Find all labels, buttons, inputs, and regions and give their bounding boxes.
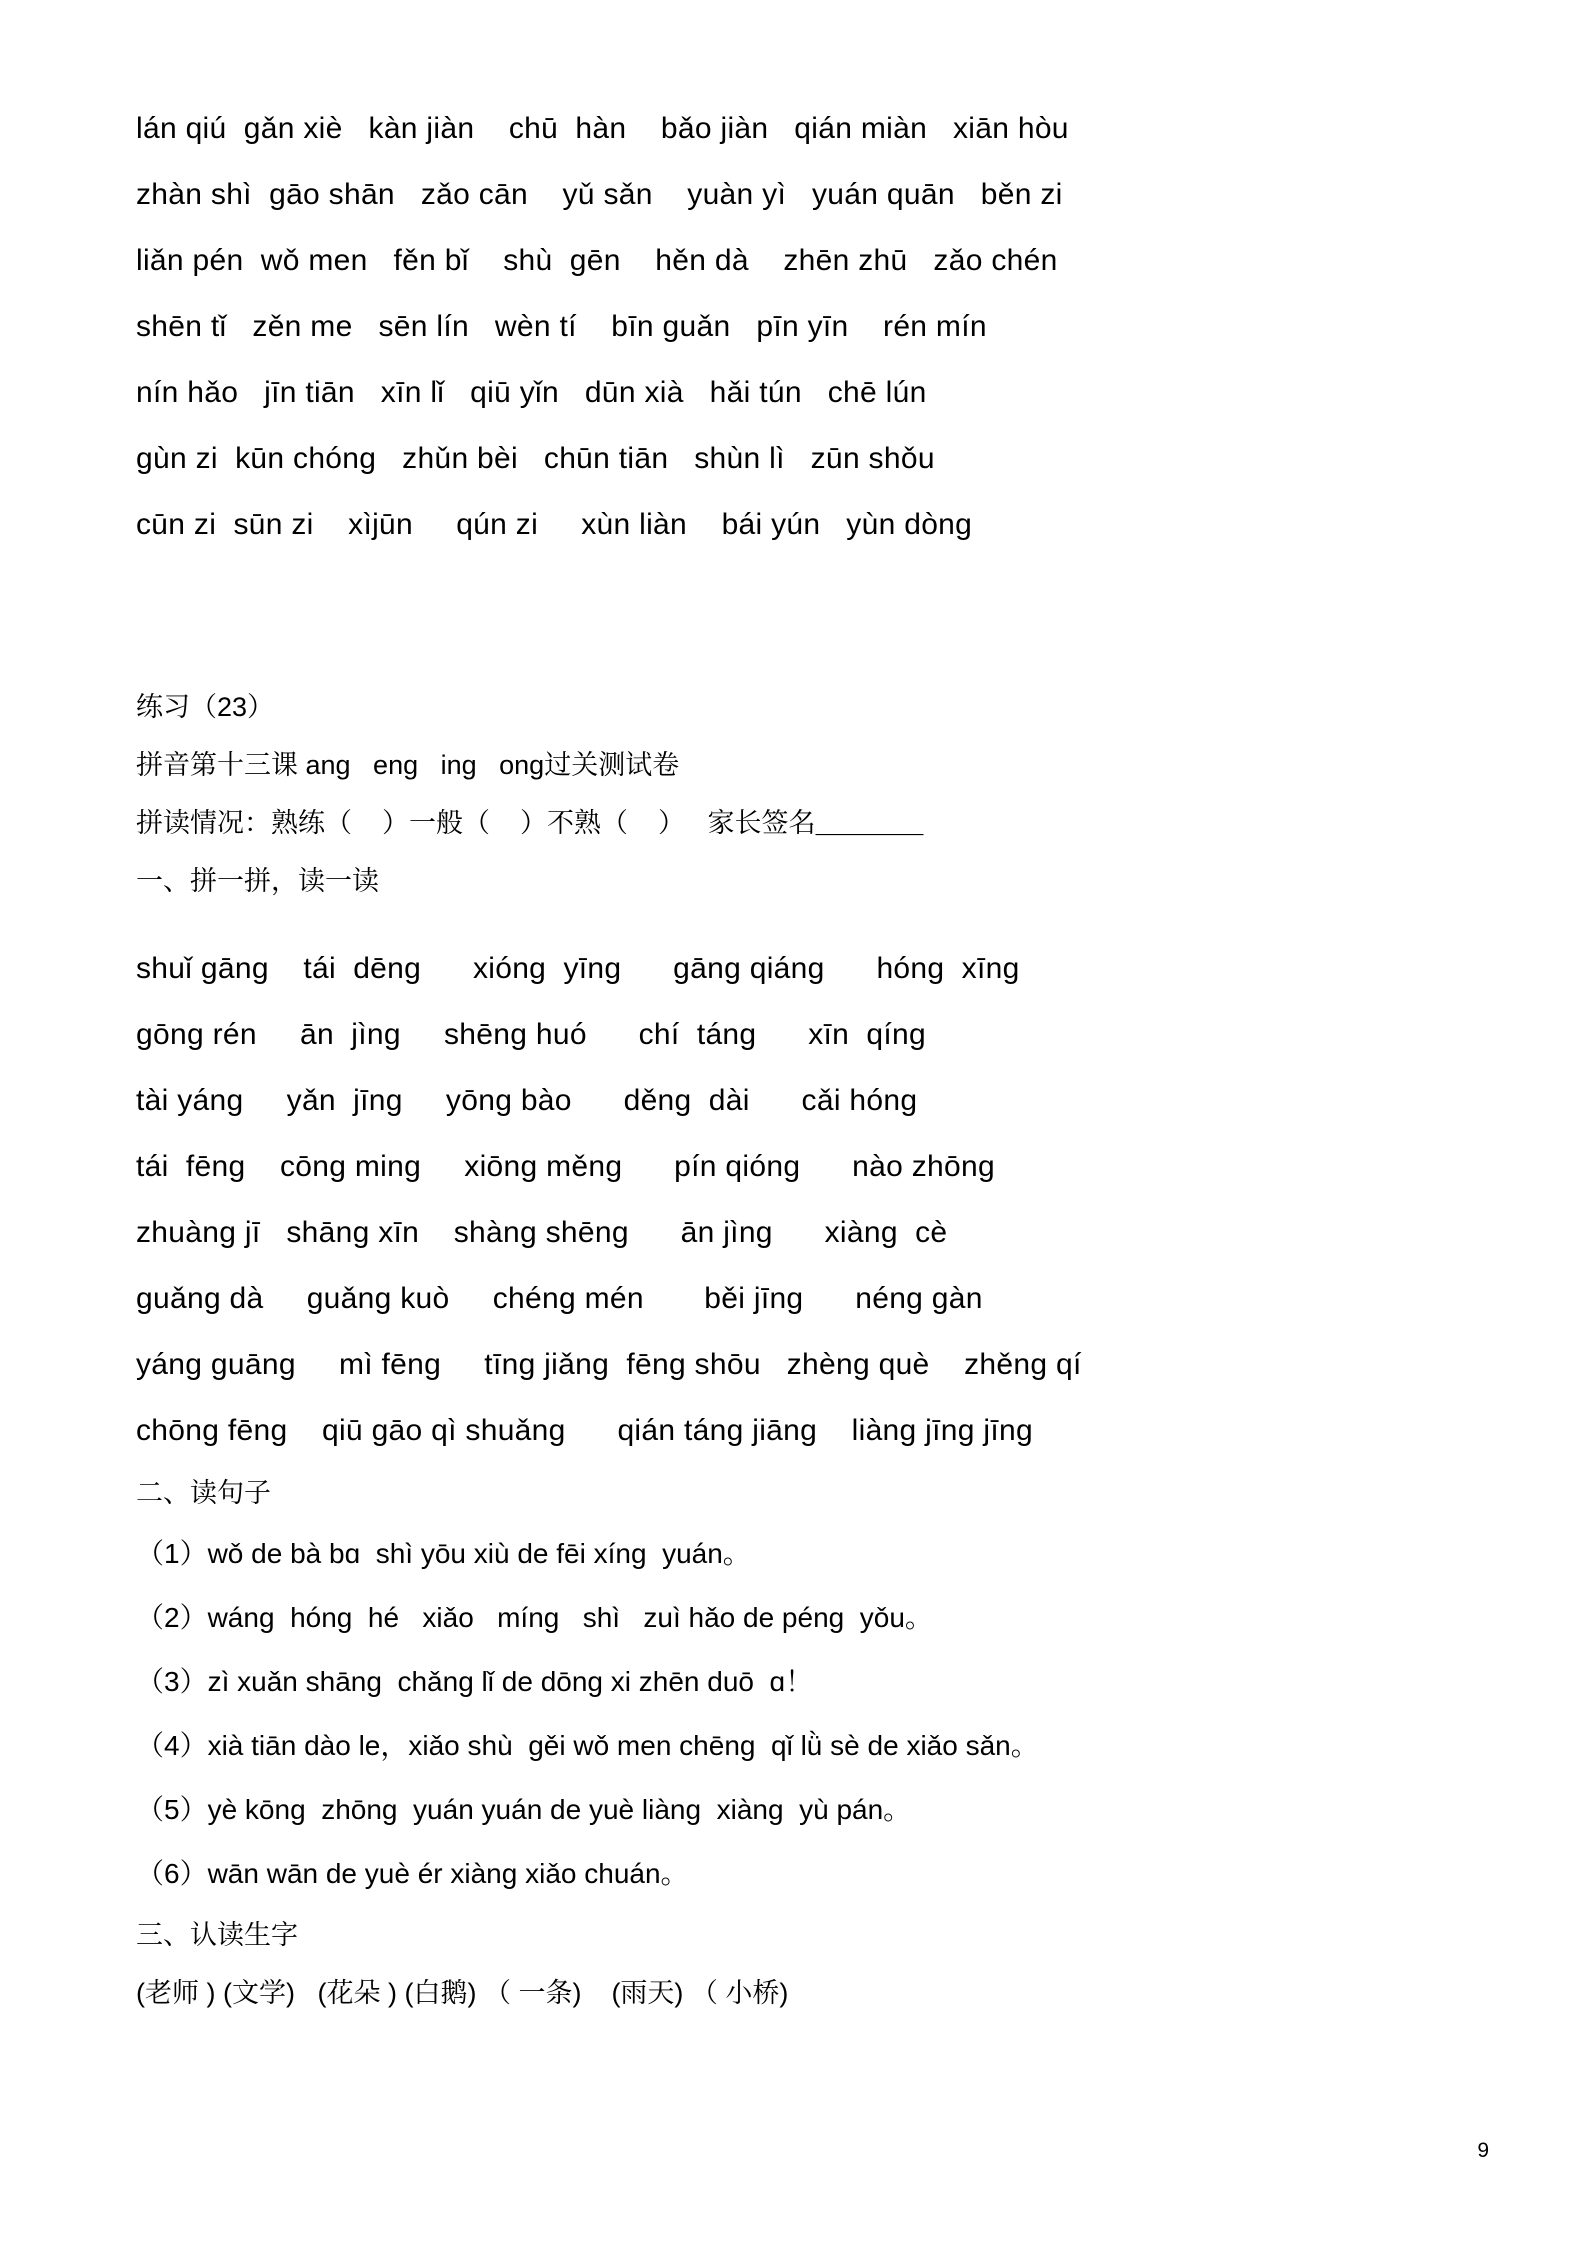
sentence-line: （4）xià tiān dào le，xiǎo shù gěi wǒ men chēng qǐ lǜ sè de xiǎo sǎn。: [136, 1730, 1039, 1761]
section-three: [136, 1906, 1456, 2022]
pinyin-line: tái fēng cōng ming xiōng měng pín qióng nào zhōng: [136, 1150, 995, 1183]
pinyin-line: gùn zi kūn chóng zhǔn bèi chūn tiān shùn lì zūn shǒu: [136, 442, 935, 475]
pinyin-line: shēn tǐ zěn me sēn lín wèn tí bīn guǎn pīn yīn rén mín: [136, 310, 987, 343]
sentence-line: （3）zì xuǎn shāng chǎng lǐ de dōng xi zhēn duō ɑ！: [136, 1666, 814, 1697]
character-words-line: (老师 ) (文学) (花朵 ) (白鹅) （ 一条) (雨天) （ 小桥): [136, 1978, 789, 2008]
pinyin-line: cūn zi sūn zi xìjūn qún zi xùn liàn bái yún yùn dòng: [136, 508, 973, 541]
pinyin-line: liǎn pén wǒ men fěn bǐ shù gēn hěn dà zhēn zhū zǎo chén: [136, 244, 1058, 277]
section-three-heading: 三、认读生字: [136, 1920, 298, 1950]
section-one-heading: 一、拼一拼，读一读: [136, 866, 379, 896]
pinyin-line: yáng guāng mì fēng tīng jiǎng fēng shōu zhèng què zhěng qí: [136, 1348, 1082, 1381]
sentence-line: （5）yè kōng zhōng yuán yuán de yuè liàng xiàng yù pán。: [136, 1794, 912, 1825]
exercise-title: 练习（23）: [136, 692, 275, 722]
sentence-line: （2）wáng hóng hé xiǎo míng shì zuì hǎo de péng yǒu。: [136, 1602, 933, 1633]
sentence-line: （6）wān wān de yuè ér xiàng xiǎo chuán。: [136, 1858, 689, 1889]
pinyin-line: nín hǎo jīn tiān xīn lǐ qiū yǐn dūn xià hǎi tún chē lún: [136, 376, 927, 409]
page-content: [136, 96, 1456, 2022]
pinyin-line: zhàn shì gāo shān zǎo cān yǔ sǎn yuàn yì yuán quān běn zi: [136, 178, 1063, 211]
exercise-header: [136, 678, 1456, 852]
section-two: [136, 1464, 1456, 1906]
pinyin-line: shuǐ gāng tái dēng xióng yīng gāng qiáng hóng xīng: [136, 952, 1020, 985]
sentence-line: （1）wǒ de bà bɑ shì yōu xiù de fēi xíng yuán。: [136, 1538, 751, 1569]
section-one: [136, 852, 1456, 1464]
pinyin-line: chōng fēng qiū gāo qì shuǎng qián táng jiāng liàng jīng jīng: [136, 1414, 1033, 1447]
section-two-heading: 二、读句子: [136, 1478, 271, 1508]
reading-status-line: 拼读情况：熟练（ ）一般（ ）不熟（ ） 家长签名＿＿＿＿: [136, 808, 924, 838]
pinyin-line: zhuàng jī shāng xīn shàng shēng ān jìng xiàng cè: [136, 1216, 948, 1249]
spacer: [136, 910, 1456, 936]
pinyin-line: gōng rén ān jìng shēng huó chí táng xīn qíng: [136, 1018, 926, 1051]
exercise-subtitle: 拼音第十三课 ang eng ing ong过关测试卷: [136, 750, 680, 780]
pinyin-line: tài yáng yǎn jīng yōng bào děng dài cǎi hóng: [136, 1084, 918, 1117]
pinyin-line: lán qiú gǎn xiè kàn jiàn chū hàn bǎo jiàn qián miàn xiān hòu: [136, 112, 1069, 145]
top-pinyin-block: [136, 96, 1456, 558]
section-spacer: [136, 558, 1456, 678]
pinyin-line: guǎng dà guǎng kuò chéng mén běi jīng néng gàn: [136, 1282, 983, 1315]
page-number: 9: [1477, 2139, 1489, 2162]
